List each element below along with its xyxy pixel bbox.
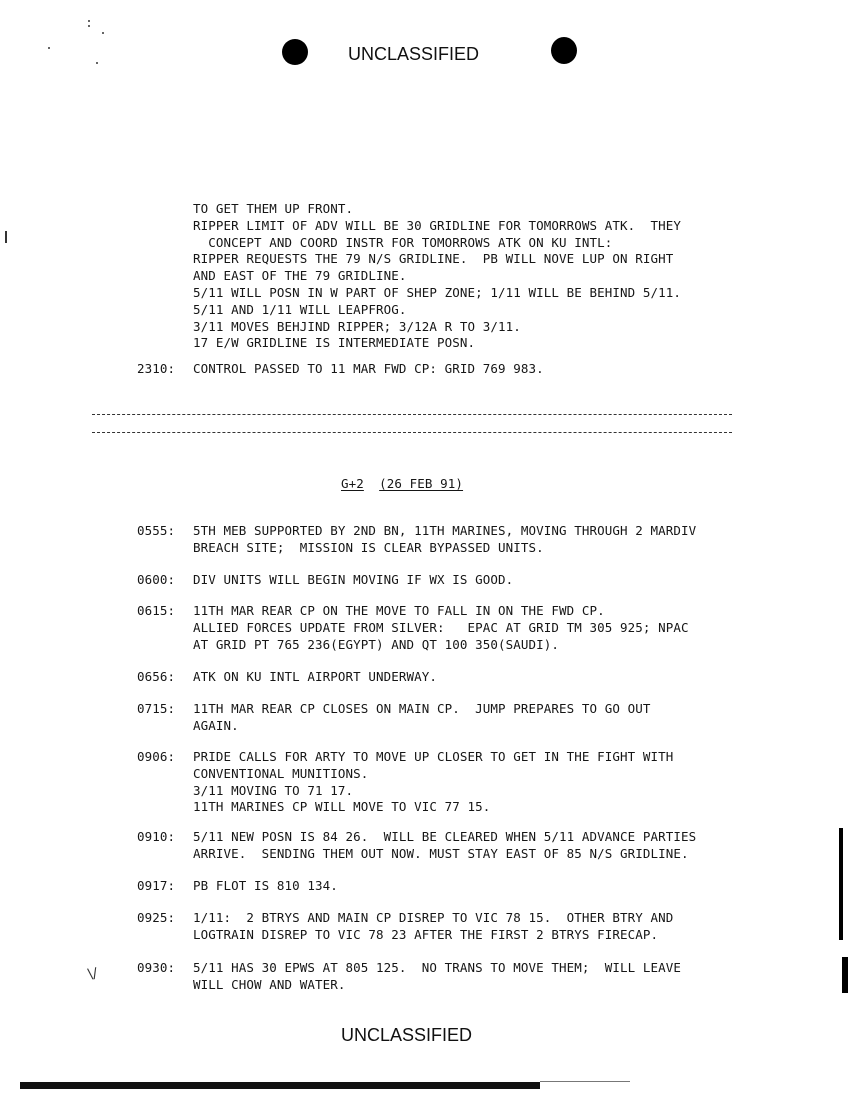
entry-line: PB FLOT IS 810 134. [193,878,338,893]
scan-speck [96,62,98,64]
entry-text [193,829,696,863]
entry-line: PRIDE CALLS FOR ARTY TO MOVE UP CLOSER TO GET IN THE FIGHT WITH [193,749,674,764]
section-day: G+2 [341,476,364,491]
entry-text [193,572,513,589]
intro-line: TO GET THEM UP FRONT. [193,201,354,216]
scan-edge-bar [839,828,843,940]
entry-text [193,960,681,994]
entry-line: AGAIN. [193,717,239,733]
entry-time: 0930: [137,960,176,975]
entry-line: 5/11 HAS 30 EPWS AT 805 125. NO TRANS TO MOVE THEM; WILL LEAVE [193,960,682,975]
entry-line: 11TH MAR REAR CP CLOSES ON MAIN CP. JUMP PREPARES TO GO OUT [193,701,651,716]
entry-text [193,603,689,653]
scan-speck [48,47,50,49]
scan-speck [88,25,90,27]
log-entry [137,701,777,735]
entry-line: 5TH MEB SUPPORTED BY 2ND BN, 11TH MARINES, MOVING THROUGH 2 MARDIV [193,523,697,538]
log-entry [137,603,777,653]
left-margin-mark [5,231,7,243]
entry-line: 1/11: 2 BTRYS AND MAIN CP DISREP TO VIC 78 15. OTHER BTRY AND [193,910,674,925]
scan-bottom-line [540,1081,630,1082]
entry-time: 0555: [137,523,176,538]
log-entry [137,523,777,557]
intro-block [193,201,793,352]
entry-time: 0917: [137,878,176,893]
entry-text [193,701,651,735]
intro-line: 5/11 WILL POSN IN W PART OF SHEP ZONE; 1/11 WILL BE BEHIND 5/11. [193,284,682,300]
section-divider [92,414,732,415]
entry-line: AT GRID PT 765 236(EGYPT) AND QT 100 350(SAUDI). [193,636,560,652]
entry-line: ARRIVE. SENDING THEM OUT NOW. MUST STAY EAST OF 85 N/S GRIDLINE. [193,845,689,861]
entry-line: BREACH SITE; MISSION IS CLEAR BYPASSED UNITS. [193,539,544,555]
log-entry [137,749,777,816]
log-entry [137,960,777,994]
scan-speck [102,32,104,34]
entry-time: 0910: [137,829,176,844]
entry-text [193,749,673,816]
log-entry [137,572,777,589]
section-divider [92,432,732,433]
entry-text [193,910,673,944]
intro-line: RIPPER LIMIT OF ADV WILL BE 30 GRIDLINE FOR TOMORROWS ATK. THEY [193,217,682,233]
entry-time: 0925: [137,910,176,925]
entry-time: 0615: [137,603,176,618]
entry-time: 0715: [137,701,176,716]
entry-line: CONTROL PASSED TO 11 MAR FWD CP: GRID 769 983. [193,361,544,376]
intro-line: AND EAST OF THE 79 GRIDLINE. [193,268,407,284]
entry-line: ALLIED FORCES UPDATE FROM SILVER: EPAC AT GRID TM 305 925; NPAC [193,619,689,635]
intro-line: 17 E/W GRIDLINE IS INTERMEDIATE POSN. [193,335,476,351]
log-entry [137,878,777,895]
entry-text [193,669,437,686]
entry-line: CONVENTIONAL MUNITIONS. [193,765,369,781]
footer-classification: UNCLASSIFIED [341,1025,473,1045]
header-right-dot [551,37,577,64]
log-entry [137,829,777,863]
scan-edge-bar [842,957,848,993]
log-entry [137,669,777,686]
scan-bottom-bar [20,1082,540,1089]
log-entry [137,910,777,944]
entry-time: 0600: [137,572,176,587]
entry-time: 2310: [137,361,176,376]
section-heading [341,476,463,493]
log-entry-2310 [137,361,777,378]
intro-line: 3/11 MOVES BEHJIND RIPPER; 3/12A R TO 3/11. [193,318,521,334]
entry-line: ATK ON KU INTL AIRPORT UNDERWAY. [193,669,438,684]
entry-line: 5/11 NEW POSN IS 84 26. WILL BE CLEARED WHEN 5/11 ADVANCE PARTIES [193,829,697,844]
entry-line: 11TH MARINES CP WILL MOVE TO VIC 77 15. [193,799,491,815]
intro-line: 5/11 AND 1/11 WILL LEAPFROG. [193,301,407,317]
entry-text [193,361,544,378]
entry-line: WILL CHOW AND WATER. [193,976,346,992]
intro-line: RIPPER REQUESTS THE 79 N/S GRIDLINE. PB WILL NOVE LUP ON RIGHT [193,251,674,267]
entry-time: 0656: [137,669,176,684]
header-classification: UNCLASSIFIED [348,44,480,64]
entry-line: 11TH MAR REAR CP ON THE MOVE TO FALL IN ON THE FWD CP. [193,603,605,618]
entry-line: 3/11 MOVING TO 71 17. [193,782,354,798]
entry-text [193,878,338,895]
entry-time: 0906: [137,749,176,764]
intro-line: CONCEPT AND COORD INSTR FOR TOMORROWS ATK ON KU INTL: [193,234,613,250]
scan-speck [88,20,90,22]
entry-text [193,523,696,557]
entry-line: DIV UNITS WILL BEGIN MOVING IF WX IS GOOD. [193,572,514,587]
header-left-dot [282,39,308,65]
section-date: (26 FEB 91) [379,476,464,491]
margin-check-mark: \/ [86,965,99,983]
entry-line: LOGTRAIN DISREP TO VIC 78 23 AFTER THE FIRST 2 BTRYS FIRECAP. [193,926,659,942]
